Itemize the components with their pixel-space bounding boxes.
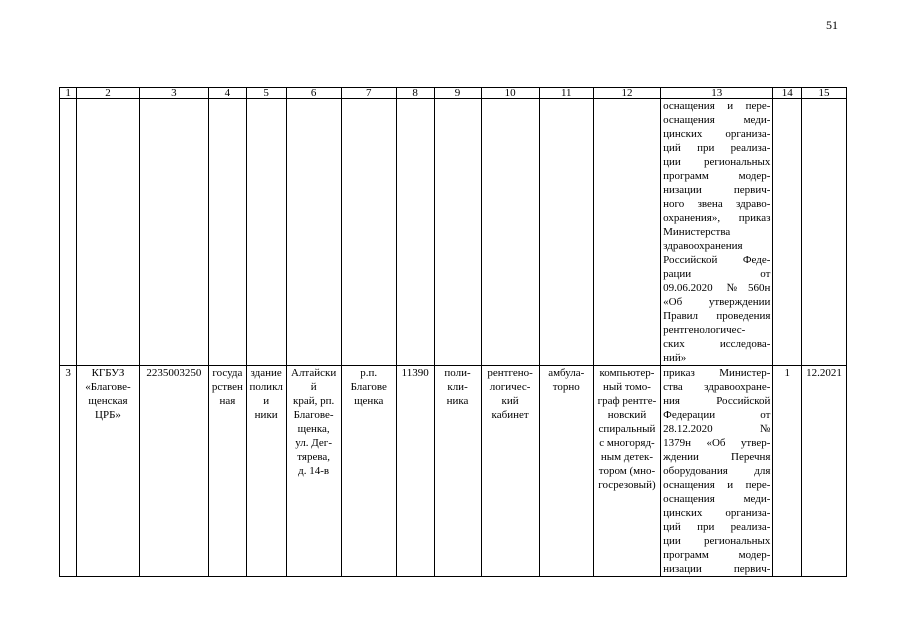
cell-line: поли- bbox=[444, 367, 471, 379]
cell-line: тором (мно- bbox=[598, 465, 656, 477]
header-cell: 9 bbox=[434, 88, 481, 99]
cell-line: тярева, bbox=[297, 451, 331, 463]
header-cell: 12 bbox=[593, 88, 660, 99]
cell-line: ул. Дег- bbox=[295, 437, 332, 449]
legal-text-line: здравоохранения bbox=[663, 240, 743, 252]
legal-text-line: программ модер- bbox=[663, 170, 771, 182]
cell-line: Благове- bbox=[293, 409, 334, 421]
legal-text-line: Правил проведения bbox=[663, 310, 771, 322]
ownership-cell bbox=[209, 366, 247, 577]
care-form-cell bbox=[539, 366, 593, 577]
header-cell: 6 bbox=[286, 88, 341, 99]
population-cell: 11390 bbox=[396, 366, 434, 577]
legal-text-line: низации первич- bbox=[663, 563, 771, 575]
legal-text-line: цинских организа- bbox=[663, 128, 771, 140]
legal-text-line: 28.12.2020 № bbox=[663, 423, 771, 435]
legal-text-line: приказ Министер- bbox=[663, 367, 771, 379]
legal-text-line: программ модер- bbox=[663, 549, 771, 561]
header-cell: 10 bbox=[481, 88, 539, 99]
legal-text-line: рации от bbox=[663, 268, 771, 280]
legal-text-line: ции региональных bbox=[663, 156, 771, 168]
legal-text-line: оснащения меди- bbox=[663, 493, 771, 505]
cell-line: «Благове- bbox=[85, 381, 131, 393]
cell-line: кий bbox=[501, 395, 519, 407]
cell-line: кабинет bbox=[491, 409, 529, 421]
quantity-cell: 1 bbox=[773, 366, 802, 577]
legal-text-line: охранения», приказ bbox=[663, 212, 771, 224]
legal-text-line: ного звена здраво- bbox=[663, 198, 771, 210]
legal-text-line: рентгенологичес- bbox=[663, 324, 746, 336]
header-cell: 14 bbox=[773, 88, 802, 99]
organization-cell bbox=[77, 366, 139, 577]
cell-line: госуда bbox=[212, 367, 243, 379]
date-cell: 12.2021 bbox=[802, 366, 847, 577]
legal-text-line: ний» bbox=[663, 352, 687, 364]
legal-text-line: «Об утверждении bbox=[663, 296, 771, 308]
cell-line: ЦРБ» bbox=[95, 409, 121, 421]
cell-line: край, рп. bbox=[293, 395, 335, 407]
cell-line: р.п. bbox=[360, 367, 378, 379]
cell-line: новский bbox=[607, 409, 647, 421]
page-number: 51 bbox=[826, 18, 838, 32]
legal-text-line: ских исследова- bbox=[663, 338, 771, 350]
building-cell bbox=[246, 366, 286, 577]
legal-text-line: Министерства bbox=[663, 226, 731, 238]
cell-line: ники bbox=[254, 409, 278, 421]
header-cell: 11 bbox=[539, 88, 593, 99]
legal-text-line: ции региональных bbox=[663, 535, 771, 547]
row-number: 3 bbox=[60, 366, 77, 577]
legal-text-line: ства здравоохране- bbox=[663, 381, 771, 393]
cell-line: щенка, bbox=[297, 423, 330, 435]
cell-line: ника bbox=[446, 395, 469, 407]
legal-text-line: оснащения и пере- bbox=[663, 479, 771, 491]
cell-line: Благове bbox=[350, 381, 387, 393]
cell-line: ная bbox=[219, 395, 236, 407]
legal-text-line: ждении Перечня bbox=[663, 451, 771, 463]
legal-text-line: Федерации от bbox=[663, 409, 771, 421]
cell-line: компьютер- bbox=[599, 367, 655, 379]
legal-basis-cell bbox=[661, 366, 773, 577]
facility-type-cell bbox=[434, 366, 481, 577]
legal-text-line: низации первич- bbox=[663, 184, 771, 196]
cell-line: щенская bbox=[88, 395, 128, 407]
cell-line: ным детек- bbox=[600, 451, 654, 463]
header-row bbox=[60, 88, 847, 99]
cell-line: с многоряд- bbox=[599, 437, 655, 449]
legal-text-line: оснащения и пере- bbox=[663, 100, 771, 112]
table-row-3 bbox=[60, 366, 847, 577]
address-cell bbox=[286, 366, 341, 577]
header-cell: 3 bbox=[139, 88, 208, 99]
equipment-cell bbox=[593, 366, 660, 577]
cell-line: д. 14-в bbox=[298, 465, 330, 477]
legal-text-line: цинских организа- bbox=[663, 507, 771, 519]
header-cell: 4 bbox=[209, 88, 247, 99]
table-row-continued bbox=[60, 99, 847, 366]
cell-line: ный томо- bbox=[602, 381, 651, 393]
header-cell: 5 bbox=[246, 88, 286, 99]
settlement-cell bbox=[341, 366, 396, 577]
cell-line: спиральный bbox=[598, 423, 656, 435]
header-cell: 2 bbox=[77, 88, 139, 99]
cell-line: кли- bbox=[447, 381, 468, 393]
cell-line: рствен bbox=[211, 381, 243, 393]
header-cell: 8 bbox=[396, 88, 434, 99]
cell-line: логичес- bbox=[489, 381, 531, 393]
cell-line: госрезовый) bbox=[598, 479, 656, 491]
legal-text-line: ния Российской bbox=[663, 395, 771, 407]
legal-text-line: Российской Феде- bbox=[663, 254, 771, 266]
cell-line: рентгено- bbox=[487, 367, 533, 379]
cell-line: граф рентге- bbox=[597, 395, 657, 407]
legal-text-line: оборудования для bbox=[663, 465, 771, 477]
header-cell: 1 bbox=[60, 88, 77, 99]
cell-line: торно bbox=[552, 381, 580, 393]
legal-text-line: ций при реализа- bbox=[663, 142, 771, 154]
legal-text-line: ций при реализа- bbox=[663, 521, 771, 533]
legal-text-line: оснащения меди- bbox=[663, 114, 771, 126]
cell-line: здание bbox=[250, 367, 282, 379]
cell-line: КГБУЗ bbox=[91, 367, 125, 379]
equipment-table bbox=[59, 87, 847, 577]
inn-cell: 2235003250 bbox=[139, 366, 208, 577]
legal-text-line: 1379н «Об утвер- bbox=[663, 437, 771, 449]
header-cell: 15 bbox=[802, 88, 847, 99]
cell-line: амбула- bbox=[548, 367, 585, 379]
cell-line: поликли bbox=[249, 381, 283, 407]
legal-text-line: 09.06.2020 №560н bbox=[663, 282, 771, 294]
cell-line: Алтайский bbox=[291, 367, 337, 393]
legal-basis-cell bbox=[661, 99, 773, 366]
department-cell bbox=[481, 366, 539, 577]
header-cell: 13 bbox=[661, 88, 773, 99]
cell-line: щенка bbox=[354, 395, 384, 407]
header-cell: 7 bbox=[341, 88, 396, 99]
